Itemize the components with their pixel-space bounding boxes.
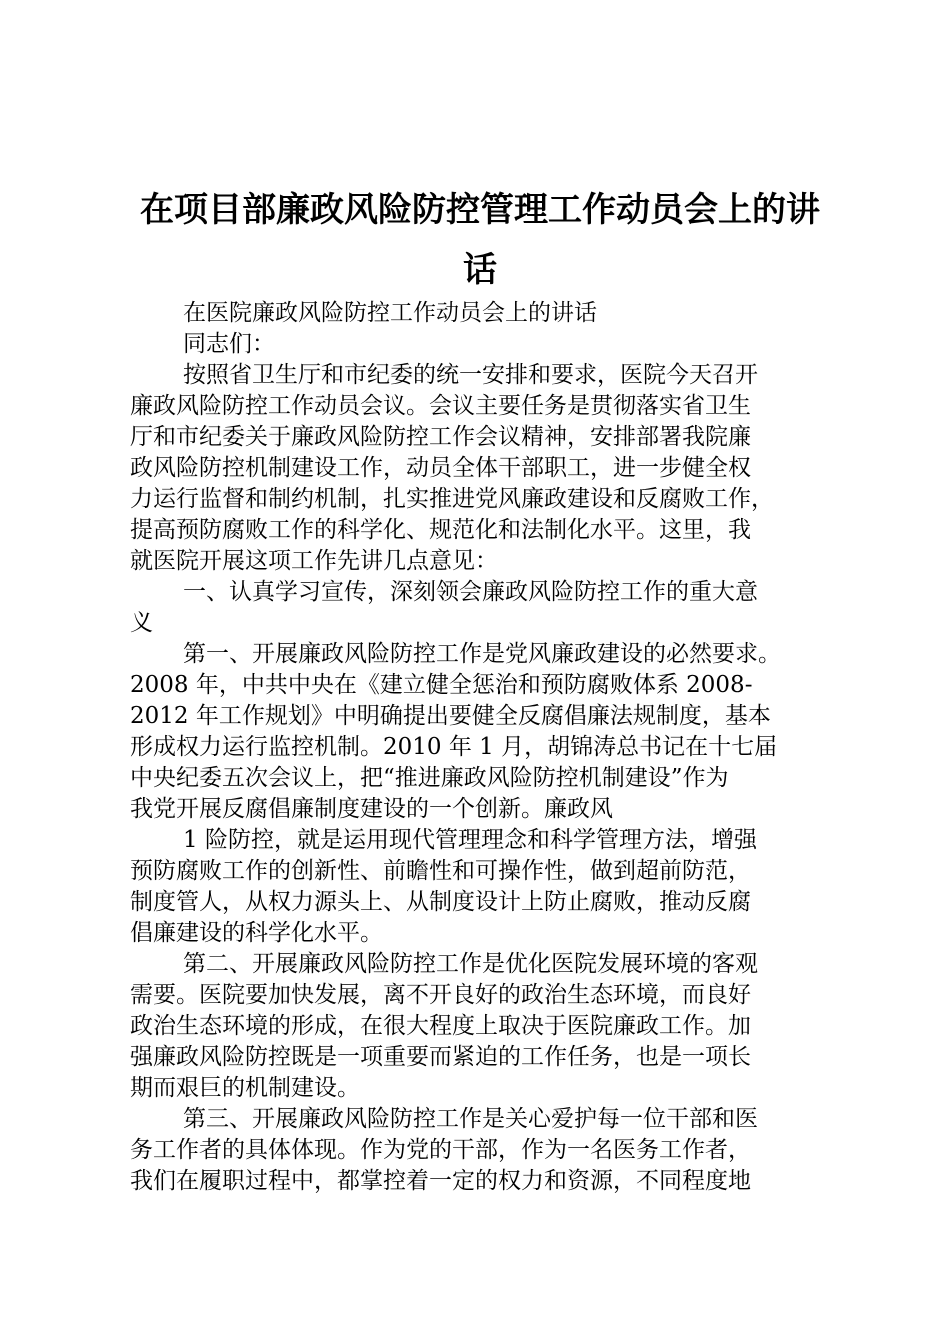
paragraph-line: 2008 年，中共中央在《建立健全惩治和预防腐败体系 2008- <box>130 672 753 698</box>
paragraph-line: 我们在履职过程中，都掌控着一定的权力和资源，不同程度地 <box>130 1168 751 1194</box>
paragraph-line: 制度管人，从权力源头上、从制度设计上防止腐败，推动反腐 <box>130 889 751 915</box>
paragraph-line: 1 险防控，就是运用现代管理理念和科学管理方法，增强 <box>183 827 757 853</box>
paragraph-line: 需要。医院要加快发展，离不开良好的政治生态环境，而良好 <box>130 982 751 1008</box>
paragraph-line: 形成权力运行监控机制。2010 年 1 月，胡锦涛总书记在十七届 <box>130 734 778 760</box>
paragraph-line: 务工作者的具体体现。作为党的干部，作为一名医务工作者， <box>130 1137 751 1163</box>
paragraph-line: 提高预防腐败工作的科学化、规范化和法制化水平。这里，我 <box>130 517 751 543</box>
paragraph-line: 2012 年工作规划》中明确提出要健全反腐倡廉法规制度，基本 <box>130 703 771 729</box>
document-title-line-1: 在项目部廉政风险防控管理工作动员会上的讲 <box>140 190 820 230</box>
paragraph-line: 政风险防控机制建设工作，动员全体干部职工，进一步健全权 <box>130 455 751 481</box>
paragraph-line: 同志们： <box>183 331 275 357</box>
document-body <box>130 298 830 1197</box>
paragraph-line: 第三、开展廉政风险防控工作是关心爱护每一位干部和医 <box>183 1106 758 1132</box>
paragraph-line: 第一、开展廉政风险防控工作是党风廉政建设的必然要求。 <box>183 641 781 667</box>
paragraph-line: 一、认真学习宣传，深刻领会廉政风险防控工作的重大意 <box>183 579 758 605</box>
paragraph-line: 我党开展反腐倡廉制度建设的一个创新。廉政风 <box>130 796 613 822</box>
paragraph-line: 预防腐败工作的创新性、前瞻性和可操作性，做到超前防范， <box>130 858 751 884</box>
document-title-line-2: 话 <box>463 250 497 290</box>
paragraph-line: 强廉政风险防控既是一项重要而紧迫的工作任务，也是一项长 <box>130 1044 751 1070</box>
paragraph-line: 力运行监督和制约机制，扎实推进党风廉政建设和反腐败工作， <box>130 486 774 512</box>
paragraph-line: 廉政风险防控工作动员会议。会议主要任务是贯彻落实省卫生 <box>130 393 751 419</box>
paragraph-line: 倡廉建设的科学化水平。 <box>130 920 383 946</box>
paragraph-line: 按照省卫生厅和市纪委的统一安排和要求，医院今天召开 <box>183 362 758 388</box>
paragraph-line: 政治生态环境的形成，在很大程度上取决于医院廉政工作。加 <box>130 1013 751 1039</box>
paragraph-line: 就医院开展这项工作先讲几点意见： <box>130 548 498 574</box>
paragraph-line: 期而艰巨的机制建设。 <box>130 1075 360 1101</box>
paragraph-line: 义 <box>130 610 153 636</box>
paragraph-line: 在医院廉政风险防控工作动员会上的讲话 <box>183 300 597 326</box>
paragraph-line: 厅和市纪委关于廉政风险防控工作会议精神，安排部署我院廉 <box>130 424 751 450</box>
paragraph-line: 第二、开展廉政风险防控工作是优化医院发展环境的客观 <box>183 951 758 977</box>
paragraph-line: 中央纪委五次会议上，把“推进廉政风险防控机制建设”作为 <box>130 765 729 791</box>
